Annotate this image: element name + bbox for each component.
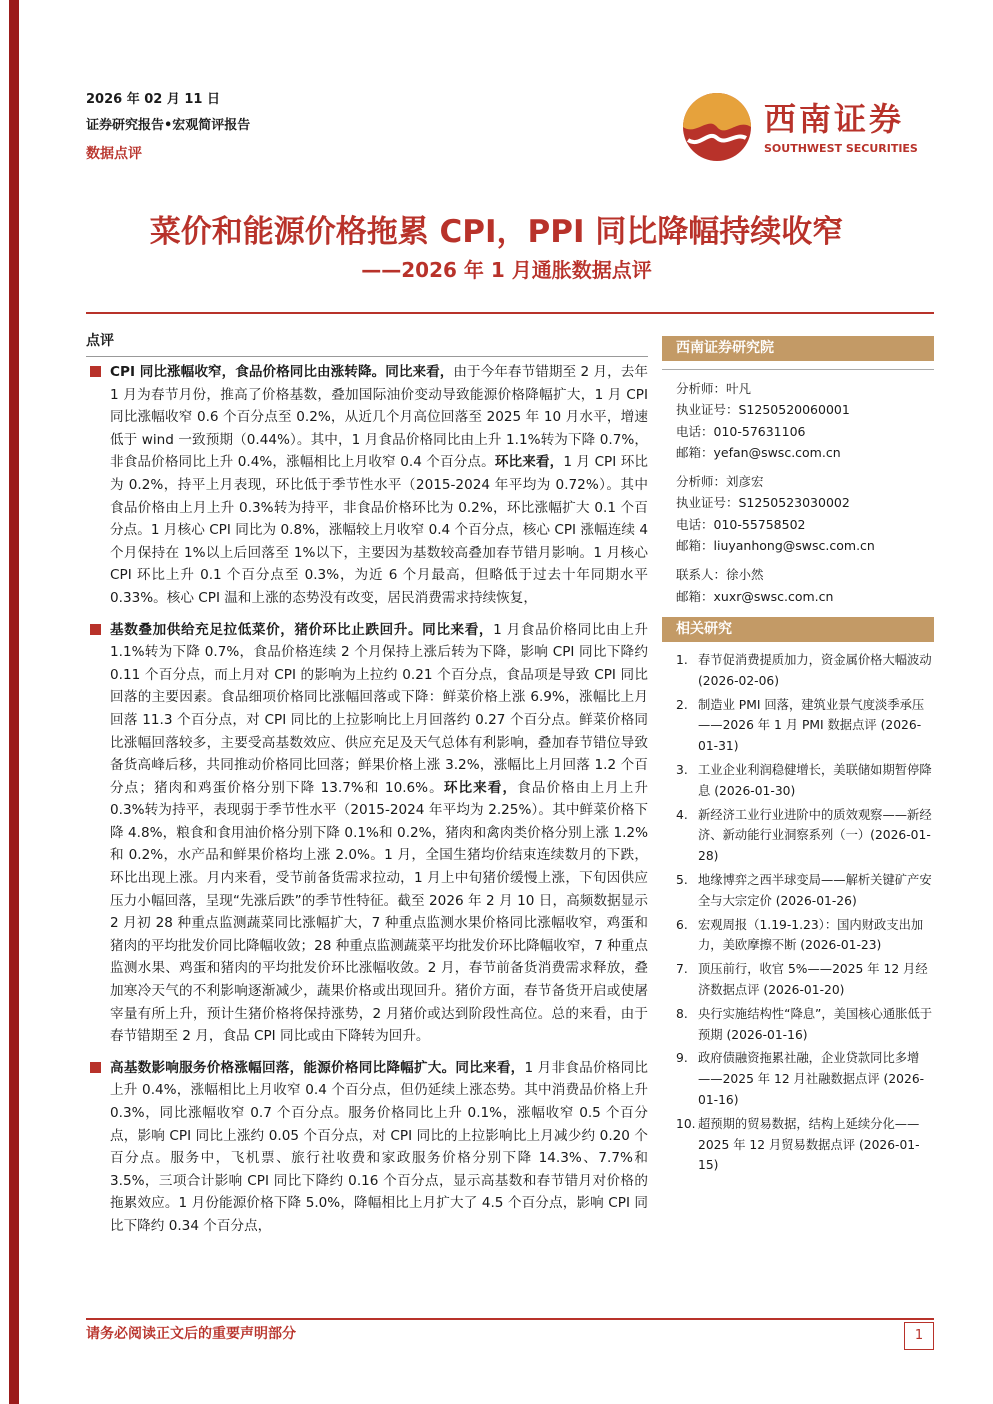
analyst-info-row: 分析师：刘彦宏 — [676, 474, 764, 490]
related-item-text: 央行实施结构性“降息”，美国核心通胀低于预期 (2026-01-16) — [698, 1006, 933, 1042]
related-item-number: 4. — [676, 807, 688, 822]
related-item-text: 春节促消费提质加力，资金属价格大幅波动 (2026-02-06) — [698, 652, 932, 688]
related-item-text: 工业企业利润稳健增长，美联储如期暂停降息 (2026-01-30) — [698, 762, 932, 798]
related-item-text: 超预期的贸易数据，结构上延续分化——2025 年 12 月贸易数据点评 (2026-01-15) — [698, 1116, 920, 1173]
paragraph-lead: CPI 同比涨幅收窄，食品价格同比由涨转降。同比来看， — [110, 364, 454, 380]
related-item-text: 地缘博弈之西半球变局——解析关键矿产安全与大宗定价 (2026-01-26) — [698, 872, 932, 908]
commentary-paragraph — [86, 619, 648, 1048]
paragraph-text: 1 月非食品价格同比上升 0.4%，涨幅相比上月收窄 0.4 个百分点，但仍延续上涨态势。其中消费品价格上升 0.3%，同比涨幅收窄 0.7 个百分点。服务价格同比上升 0.1%，涨幅收窄 0.5 个百分点，影响 CPI 同比上涨约 0.05 个百分点，对 CPI 同比的上拉影响比上月减少约 0.20 个百分点。服务中，飞机票、旅行社收费和家政服务价格分别下降 14.3%、7.7%和 3.5%，三项合计影响 CPI 同比下降约 0.16 个百分点，显示高基数和春节错月对价格的拖累效应。1 月份能源价格下降 5.0%，降幅相比上月扩大了 4.5 个百分点，影响 CPI 同比下降约 0.34 个百分点， — [110, 1059, 648, 1234]
sidebar — [662, 336, 934, 1179]
logo-name-cn: 西南证券 — [764, 100, 905, 138]
paragraph-text: 由于今年春节错期至 2 月，去年 1 月为春节月份，推高了价格基数，叠加国际油价变动导致能源价格降幅扩大，1 月 CPI 同比涨幅收窄 0.6 个百分点至 0.2%，从近几个月高位回落至 2025 年 10 月水平，增速低于 wind 一致预期（0.44%）。其中，1 月食品价格同比由上升 1.1%转为下降 0.7%，非食品价格同比上升 0.4%，涨幅相比上月收窄 0.4 个百分点。 — [110, 364, 648, 471]
analyst-info-row[interactable]: 邮箱：liuyanhong@swsc.com.cn — [676, 538, 875, 554]
institute-header: 西南证券研究院 — [662, 336, 934, 361]
related-item-text: 宏观周报（1.19-1.23）：国内财政支出加力，美欧摩擦不断 (2026-01-23) — [698, 917, 924, 953]
bullet-square-icon — [90, 624, 101, 635]
title-divider — [86, 312, 934, 314]
logo-name-en: SOUTHWEST SECURITIES — [764, 142, 918, 155]
related-research-item[interactable] — [676, 1004, 934, 1046]
analyst-info-row: 电话：010-55758502 — [676, 516, 806, 532]
related-item-text: 新经济工业行业进阶中的质效观察——新经济、新动能行业洞察系列（一）(2026-01-28) — [698, 807, 932, 864]
related-research-item[interactable] — [676, 650, 934, 692]
related-research-header: 相关研究 — [662, 617, 934, 642]
related-research-item[interactable] — [676, 870, 934, 912]
analyst-info-row[interactable]: 邮箱：xuxr@swsc.com.cn — [676, 588, 834, 604]
related-research-item[interactable] — [676, 1048, 934, 1110]
related-item-text: 政府债融资拖累社融，企业贷款同比多增——2025 年 12 月社融数据点评 (2026-01-16) — [698, 1051, 925, 1107]
paragraph-lead: 高基数影响服务价格涨幅回落，能源价格同比降幅扩大。同比来看， — [110, 1059, 525, 1076]
analyst-info-row: 联系人：徐小然 — [676, 567, 764, 583]
related-research-item[interactable] — [676, 805, 934, 867]
related-item-number: 1. — [676, 652, 688, 667]
analyst-gap — [676, 556, 934, 564]
related-research-item[interactable] — [676, 695, 934, 757]
analyst-info-row[interactable]: 邮箱：yefan@swsc.com.cn — [676, 444, 841, 460]
related-item-number: 10. — [676, 1116, 696, 1131]
related-item-number: 8. — [676, 1006, 688, 1021]
section-heading: 点评 — [86, 333, 114, 349]
related-item-number: 3. — [676, 762, 688, 777]
report-type: 证券研究报告•宏观简评报告 — [86, 118, 251, 133]
bullet-square-icon — [90, 1062, 101, 1073]
paragraph-text: 1 月 CPI 环比为 0.2%，持平上月表现，环比低于季节性水平（2015-2024 年平均为 0.72%）。其中食品价格由上月上升 0.3%转为持平，非食品价格环比为 0.2%，环比涨幅扩大 0.1 个百分点。1 月核心 CPI 同比为 0.8%，涨幅较上月收窄 0.4 个百分点，核心 CPI 涨幅连续 4 个月保持在 1%以上后回落至 1%以下，主要因为基数较高叠加春节错月影响。1 月核心 CPI 环比上升 0.1 个百分点至 0.3%，为近 6 个月最高，但略低于过去十年同期水平 0.33%。核心 CPI 温和上涨的态势没有改变，居民消费需求持续恢复， — [110, 454, 648, 606]
paragraph-lead: 环比来看， — [494, 454, 564, 471]
related-research-item[interactable] — [676, 1114, 934, 1176]
commentary-paragraph — [86, 361, 648, 610]
related-item-number: 6. — [676, 917, 688, 932]
related-item-number: 5. — [676, 872, 688, 887]
related-research-item[interactable] — [676, 959, 934, 1001]
related-item-number: 7. — [676, 962, 688, 977]
paragraph-lead: 环比来看， — [443, 779, 518, 796]
analyst-info-row: 电话：010-57631106 — [676, 423, 806, 439]
paragraph-list — [86, 361, 648, 1238]
footer-divider — [86, 1318, 934, 1320]
related-research-item[interactable] — [676, 915, 934, 957]
report-date: 2026 年 02 月 11 日 — [86, 92, 220, 107]
company-logo — [678, 88, 928, 166]
bullet-square-icon — [90, 366, 101, 377]
footer-disclaimer: 请务必阅读正文后的重要声明部分 — [86, 1326, 296, 1342]
analyst-info-row: 分析师：叶凡 — [676, 381, 752, 396]
section-divider — [86, 356, 648, 357]
paragraph-lead: 基数叠加供给充足拉低菜价，猪价环比止跌回升。同比来看， — [110, 621, 494, 638]
main-commentary — [86, 330, 648, 1290]
related-research-item[interactable] — [676, 760, 934, 802]
related-item-text: 顶压前行，收官 5%——2025 年 12 月经济数据点评 (2026-01-20) — [698, 962, 928, 997]
report-title: 菜价和能源价格拖累 CPI，PPI 同比降幅持续收窄 — [149, 214, 844, 250]
report-meta — [86, 90, 250, 164]
analyst-info-row: 执业证号：S1250523030002 — [676, 495, 850, 511]
sidebar-divider — [662, 369, 934, 370]
page-number: 1 — [904, 1322, 934, 1350]
related-item-text: 制造业 PMI 回落，建筑业景气度淡季承压——2026 年 1 月 PMI 数据点评 (2026-01-31) — [698, 697, 925, 754]
logo-emblem-icon — [678, 88, 756, 166]
analyst-gap — [676, 463, 934, 471]
report-category: 数据点评 — [86, 146, 142, 162]
paragraph-text: 食品价格由上月上升 0.3%转为持平，表现弱于季节性水平（2015-2024 年平均为 2.25%）。其中鲜菜价格下降 4.8%，粮食和食用油价格分别下降 0.1%和 0.2%，猪肉和禽肉类价格分别上涨 1.2%和 0.2%，水产品和鲜果价格均上涨 2.0%。1 月，全国生猪均价结束连续数月的下跌，环比出现上涨。月内来看，受节前备货需求拉动，1 月上中旬猪价缓慢上涨，下旬因供应压力小幅回落，呈现“先涨后跌”的季节性特征。截至 2026 年 2 月 10 日，高频数据显示 2 月初 28 种重点监测蔬菜同比涨幅扩大，7 种重点监测水果价格同比涨幅收窄，鸡蛋和猪肉的平均批发价同比降幅收敛；28 种重点监测蔬菜平均批发价环比降幅收窄，7 种重点监测水果、鸡蛋和猪肉的平均批发价环比涨幅收敛。2 月，春节前备货消费需求释放，叠加寒冷天气的不利影响逐渐减少，蔬果价格或出现回升。猪价方面，春节备货开启或使屠宰量有所上升，预计生猪价格将保持涨势，2 月猪价或达到阶段性高位。总的来看，由于春节错期至 2 月，食品 CPI 同比或由下降转为回升。 — [110, 779, 648, 1045]
analyst-info-row: 执业证号：S1250520060001 — [676, 402, 850, 418]
related-research-list — [662, 650, 934, 1176]
related-item-number: 2. — [676, 697, 688, 712]
report-subtitle: ——2026 年 1 月通胀数据点评 — [361, 258, 652, 282]
commentary-paragraph — [86, 1057, 648, 1238]
analyst-list — [662, 378, 934, 607]
related-item-number: 9. — [676, 1051, 688, 1066]
paragraph-text: 1 月食品价格同比由上升 1.1%转为下降 0.7%，食品价格连续 2 个月保持上涨后转为下降，影响 CPI 同比下降约 0.11 个百分点，而上月对 CPI 的影响为上拉约 0.21 个百分点，食品项是导致 CPI 同比回落的主要因素。食品细项价格同比涨幅回落或下降：鲜菜价格上涨 6.9%，涨幅比上月回落 11.3 个百分点，对 CPI 同比的上拉影响比上月回落约 0.27 个百分点。鲜菜价格同比涨幅回落较多，主要受高基数效应、供应充足及天气总体有利影响，叠加春节错位导致备货高峰后移，共同推动价格同比回落；鲜果价格上涨 3.2%，涨幅比上月回落 1.2 个百分点；猪肉和鸡蛋价格分别下降 13.7%和 10.6%。 — [110, 621, 648, 796]
